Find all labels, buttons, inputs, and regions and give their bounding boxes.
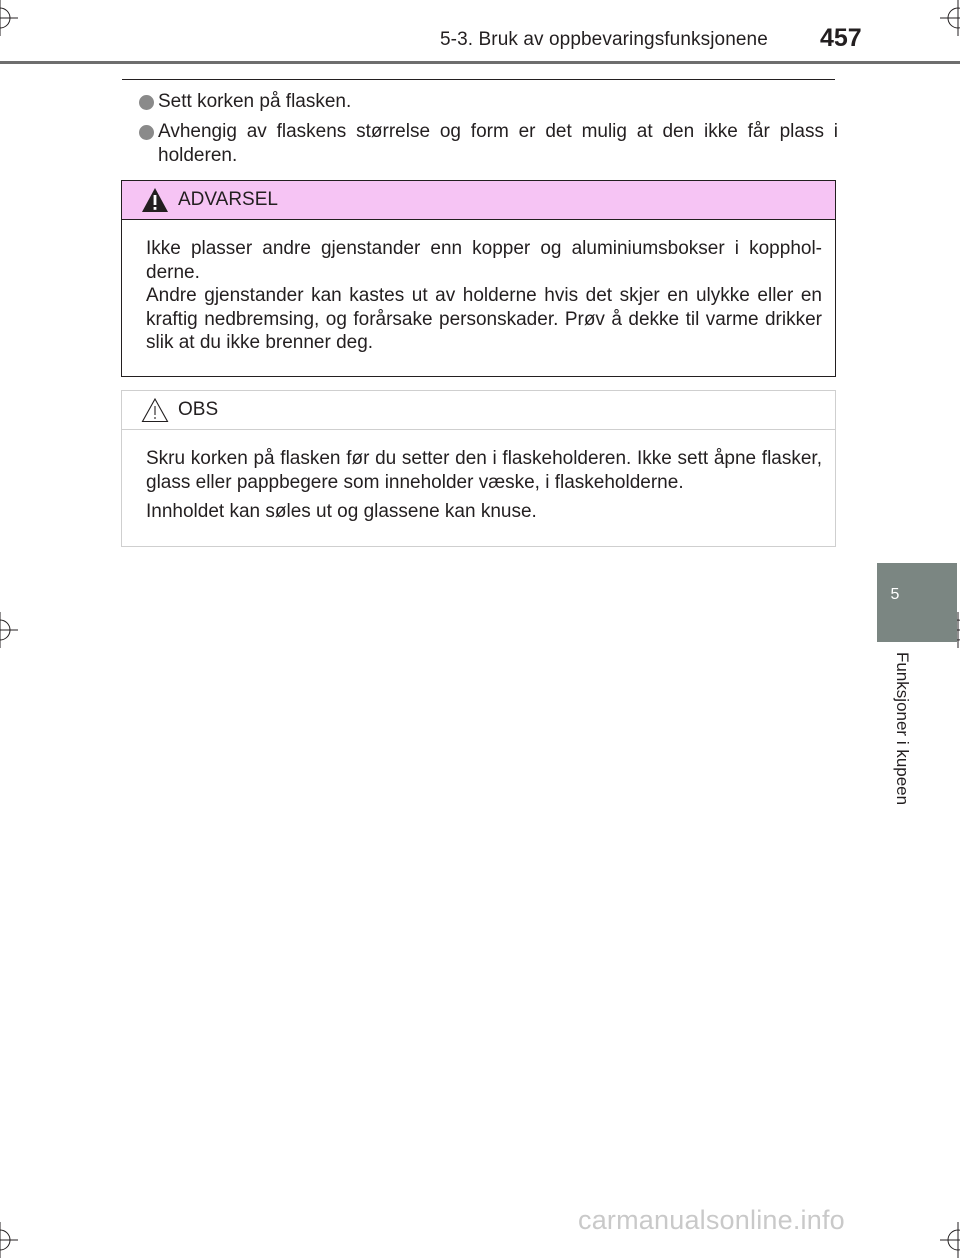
header-divider bbox=[0, 61, 960, 64]
warning-paragraph: Ikke plasser andre gjenstander enn kopper og aluminiumsbokser i kopphol-derne. bbox=[146, 238, 822, 283]
registration-mark-icon bbox=[0, 1222, 18, 1258]
notice-title: OBS bbox=[178, 399, 219, 420]
notice-paragraph: Innholdet kan søles ut og glassene kan knuse. bbox=[146, 501, 537, 522]
list-item bbox=[139, 120, 839, 168]
chapter-number: 5 bbox=[890, 586, 900, 603]
registration-mark-icon bbox=[0, 612, 18, 648]
page-number: 457 bbox=[820, 24, 862, 52]
notice-paragraph: Skru korken på flasken før du setter den i flaskeholderen. Ikke sett åpne flasker, glass eller pappbegere som inneholder væske, i flaskeholderne. bbox=[146, 448, 822, 493]
registration-mark-icon bbox=[0, 0, 18, 36]
registration-mark-icon bbox=[940, 0, 960, 36]
warning-triangle-icon bbox=[141, 187, 169, 213]
chapter-title: Funksjoner i kupeen bbox=[893, 652, 912, 806]
warning-box bbox=[121, 180, 836, 377]
notice-header bbox=[122, 391, 835, 430]
list-item-text: Sett korken på flasken. bbox=[158, 91, 352, 112]
warning-paragraph: Andre gjenstander kan kastes ut av holderne hvis det skjer en ulykke eller en kraftig nedbremsing, og forårsake personskader. Prøv å dekke til varme drikker slik at du ikke brenner deg. bbox=[146, 285, 822, 353]
content-divider bbox=[122, 79, 835, 80]
registration-mark-icon bbox=[940, 1222, 960, 1258]
bullet-icon bbox=[139, 95, 154, 110]
section-title: 5-3. Bruk av oppbevaringsfunksjonene bbox=[440, 29, 768, 50]
caution-outline-triangle-icon bbox=[141, 397, 169, 423]
warning-header bbox=[122, 181, 835, 220]
watermark: carmanualsonline.info bbox=[578, 1205, 845, 1235]
list-item-text: Avhengig av flaskens størrelse og form er det mulig at den ikke får plass i holderen. bbox=[158, 121, 838, 166]
notice-box bbox=[121, 390, 836, 547]
warning-title: ADVARSEL bbox=[178, 189, 278, 210]
bullet-icon bbox=[139, 125, 154, 140]
list-item bbox=[139, 90, 839, 114]
